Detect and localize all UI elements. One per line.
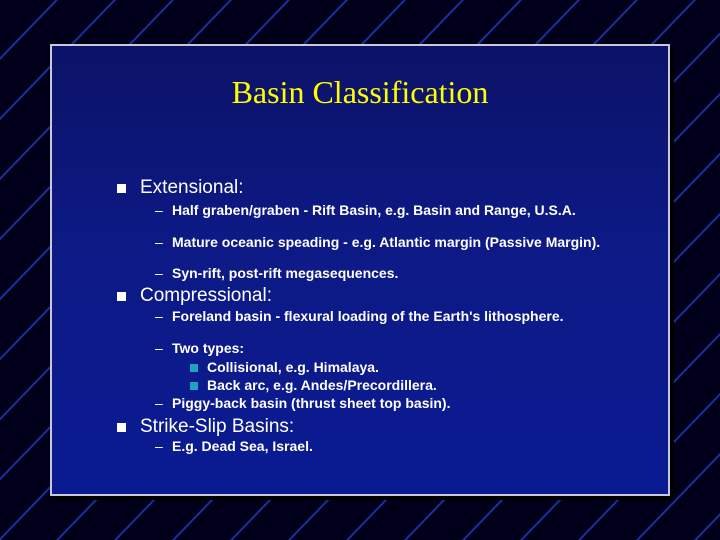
sub-bullet-icon — [190, 382, 198, 390]
sub-bullet-icon — [190, 364, 198, 372]
list-item — [155, 440, 605, 453]
section-heading-strike-slip: Strike-Slip Basins: — [140, 416, 295, 437]
section-heading-extensional: Extensional: — [140, 177, 244, 198]
list-item-text: E.g. Dead Sea, Israel. — [172, 438, 313, 454]
list-item-text: Two types: — [172, 340, 245, 356]
sub-list-item: Back arc, e.g. Andes/Precordillera. — [207, 377, 437, 393]
list-item — [155, 310, 605, 323]
dash-marker: – — [155, 438, 163, 454]
list-item-text: Mature oceanic speading - e.g. Atlantic margin (Passive Margin). — [172, 234, 601, 250]
list-item — [155, 267, 605, 280]
bullet-icon — [117, 423, 126, 432]
slide-title: Basin Classification — [231, 74, 489, 110]
list-item — [155, 236, 605, 249]
section-heading-compressional: Compressional: — [140, 285, 272, 306]
list-item-text: Piggy-back basin (thrust sheet top basin). — [172, 395, 451, 411]
sub-list-item: Collisional, e.g. Himalaya. — [207, 359, 379, 375]
dash-marker: – — [155, 202, 163, 218]
bullet-icon — [117, 292, 126, 301]
list-item — [155, 397, 605, 410]
dash-marker: – — [155, 308, 163, 324]
dash-marker: – — [155, 265, 163, 281]
list-item-text: Foreland basin - flexural loading of the Earth's lithosphere. — [172, 308, 564, 324]
bullet-icon — [117, 184, 126, 193]
list-item — [155, 342, 605, 355]
list-item-text: Half graben/graben - Rift Basin, e.g. Basin and Range, U.S.A. — [172, 202, 576, 218]
list-item-text: Syn-rift, post-rift megasequences. — [172, 265, 399, 281]
list-item — [155, 204, 605, 217]
dash-marker: – — [155, 234, 163, 250]
dash-marker: – — [155, 340, 163, 356]
dash-marker: – — [155, 395, 163, 411]
